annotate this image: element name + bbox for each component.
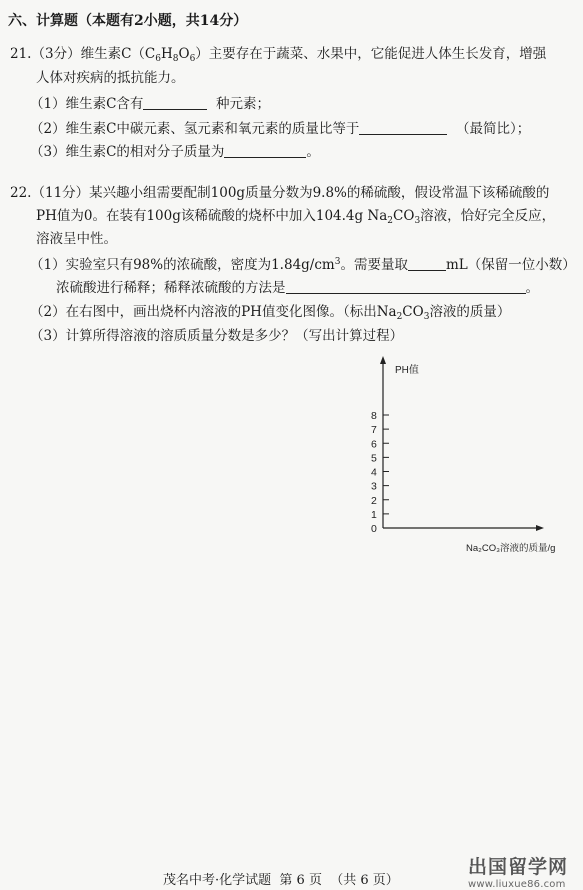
q22-intro-line2-text-a: PH值为0。在装有100g该稀硫酸的烧杯中加入104.4g Na bbox=[36, 208, 388, 224]
q22-number: 22. bbox=[10, 185, 32, 201]
q22-part2-text-a: （2）在右图中，画出烧杯内溶液的PH值变化图像。（标出Na bbox=[30, 304, 397, 320]
q22-part1-text-c: mL（保留一位小数） bbox=[445, 257, 576, 273]
q21-part1-text: （1）维生素C含有 bbox=[30, 96, 144, 112]
superscript: 3 bbox=[334, 257, 341, 267]
page-total: （共 6 页） bbox=[330, 873, 399, 888]
formula-part: CO bbox=[402, 304, 424, 320]
y-tick-label: 3 bbox=[371, 480, 377, 493]
y-tick-label: 8 bbox=[371, 410, 377, 422]
x-axis-arrow bbox=[536, 525, 544, 531]
watermark-url: www.liuxue86.com bbox=[468, 879, 566, 890]
q22-part1-line2-suffix: 。 bbox=[525, 280, 539, 296]
subscript: 3 bbox=[423, 312, 430, 322]
q22-part1-line2-text: 浓硫酸进行稀释；稀释浓硫酸的方法是 bbox=[56, 280, 286, 296]
subscript: 2 bbox=[396, 312, 403, 322]
y-ticks bbox=[371, 410, 389, 535]
q22-intro-line2-text-b: 溶液，恰好完全反应， bbox=[420, 208, 556, 224]
page-number: 第 6 页 bbox=[279, 873, 322, 888]
y-axis-label: PH值 bbox=[395, 365, 419, 376]
y-tick-label: 0 bbox=[371, 523, 377, 535]
q21-part2-text: （2）维生素C中碳元素、氢元素和氧元素的质量比等于 bbox=[30, 121, 360, 137]
subscript: 8 bbox=[172, 54, 179, 64]
y-axis-arrow bbox=[380, 356, 386, 364]
q22-intro-line3: 溶液呈中性。 bbox=[36, 231, 117, 247]
q21-part3-text: （3）维生素C的相对分子质量为 bbox=[30, 144, 225, 160]
footer bbox=[163, 869, 399, 888]
subscript: 6 bbox=[189, 54, 196, 64]
q22-part1-text-a: （1）实验室只有98%的浓硫酸，密度为1.84g/cm bbox=[30, 257, 335, 273]
section-title: 六、计算题（本题有2小题，共14分） bbox=[8, 13, 248, 29]
subscript: 2 bbox=[387, 216, 394, 226]
q21-number: 21. bbox=[10, 46, 32, 62]
watermark-logo bbox=[468, 852, 568, 890]
y-tick-label: 7 bbox=[371, 424, 377, 437]
formula-part: CO bbox=[393, 208, 415, 224]
watermark-text: 出国留学网 bbox=[468, 856, 569, 878]
q22-part3: （3）计算所得溶液的溶质质量分数是多少？（写出计算过程） bbox=[30, 328, 404, 344]
subscript: 6 bbox=[155, 54, 161, 64]
y-tick-label: 4 bbox=[371, 466, 377, 479]
q21-intro-line2: 人体对疾病的抵抗能力。 bbox=[36, 70, 185, 86]
q22-intro-text: （11分）某兴趣小组需要配制100g质量分数为9.8%的稀硫酸，假设常温下该稀硫酸的 bbox=[31, 185, 550, 201]
y-tick-label: 5 bbox=[371, 452, 377, 465]
footer-title: 茂名中考·化学试题 bbox=[163, 873, 272, 888]
y-tick-label: 2 bbox=[371, 494, 377, 507]
subscript: 3 bbox=[414, 216, 421, 226]
q21-intro-text-a: （3分）维生素C（C bbox=[31, 46, 156, 62]
q21-part2-suffix: （最简比）； bbox=[456, 121, 531, 137]
q21-intro-text-b: ）主要存在于蔬菜、水果中，它能促进人体生长发育，增强 bbox=[195, 46, 547, 62]
formula-part: O bbox=[178, 46, 190, 62]
q22-part2-text-b: 溶液的质量） bbox=[429, 304, 511, 320]
q22-part1-text-b: 。需要量取 bbox=[340, 257, 408, 273]
formula-part: H bbox=[160, 46, 173, 62]
x-axis-label: Na₂CO₃溶液的质量/g bbox=[466, 543, 556, 554]
q21-part3-suffix: 。 bbox=[306, 144, 320, 160]
q21-part1-suffix: 种元素； bbox=[216, 96, 271, 112]
y-tick-label: 1 bbox=[371, 508, 377, 521]
y-tick-label: 6 bbox=[371, 438, 377, 451]
